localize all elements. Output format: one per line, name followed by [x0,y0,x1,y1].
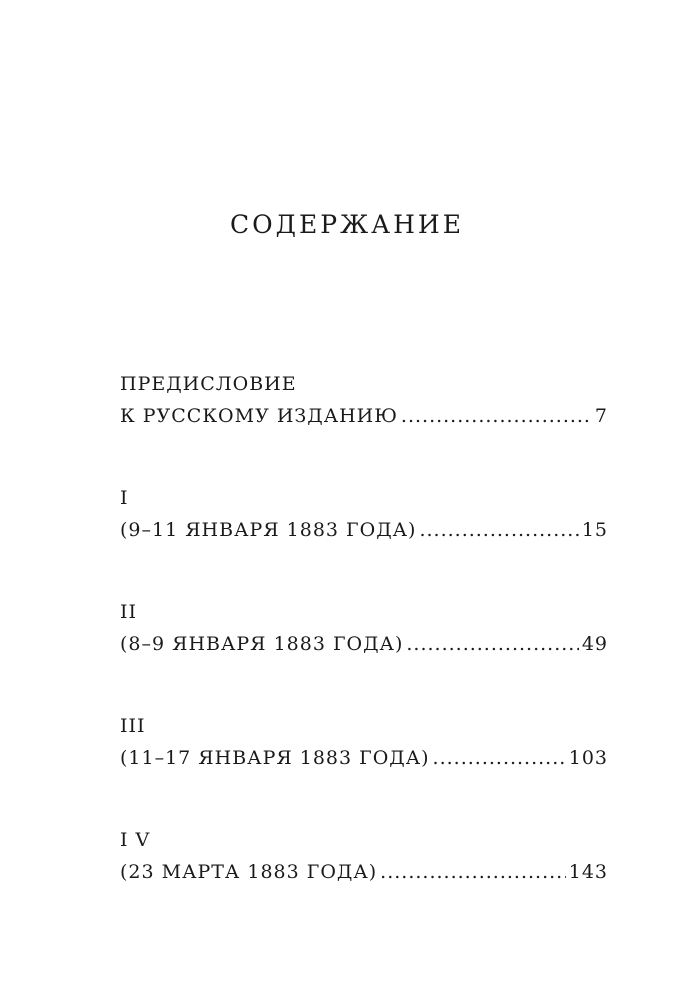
toc-entry-title: (23 МАРТА 1883 ГОДА) [120,861,378,883]
toc-entry-chapter-3 [120,710,608,774]
dot-leader [380,856,566,888]
toc-entry-title-line [120,628,608,660]
toc-page-number: 103 [568,747,608,769]
toc-entry-title-line [120,514,608,546]
toc-entry-heading [120,482,608,514]
dot-leader [406,628,578,660]
toc-entry-title-line [120,400,608,432]
toc-entry-heading-text: II [120,601,138,623]
toc-page-number: 49 [581,633,608,655]
toc-entry-preface [120,368,608,432]
toc-entry-heading-text: ПРЕДИСЛОВИЕ [120,373,297,395]
toc-entry-title: (8–9 ЯНВАРЯ 1883 ГОДА) [120,633,404,655]
toc-entry-heading-text: III [120,715,146,737]
toc-entry-heading [120,596,608,628]
dot-leader [433,742,566,774]
toc-entry-chapter-1 [120,482,608,546]
dot-leader [419,514,578,546]
page-title: СОДЕРЖАНИЕ [230,210,464,239]
dot-leader [401,400,592,432]
toc-page-number: 7 [594,405,608,427]
toc-entry-chapter-4 [120,824,608,888]
toc-entry-title-line [120,856,608,888]
toc-entry-title: К РУССКОМУ ИЗДАНИЮ [120,405,398,427]
toc-entry-heading [120,710,608,742]
toc-page-number: 143 [568,861,608,883]
toc-entry-title: (11–17 ЯНВАРЯ 1883 ГОДА) [120,747,430,769]
table-of-contents [120,368,608,938]
toc-entry-title: (9–11 ЯНВАРЯ 1883 ГОДА) [120,519,417,541]
toc-entry-heading [120,824,608,856]
toc-entry-chapter-2 [120,596,608,660]
toc-page-number: 15 [581,519,608,541]
toc-entry-heading [120,368,608,400]
toc-entry-title-line [120,742,608,774]
toc-entry-heading-text: I [120,487,129,509]
toc-entry-heading-text: I V [120,829,151,851]
